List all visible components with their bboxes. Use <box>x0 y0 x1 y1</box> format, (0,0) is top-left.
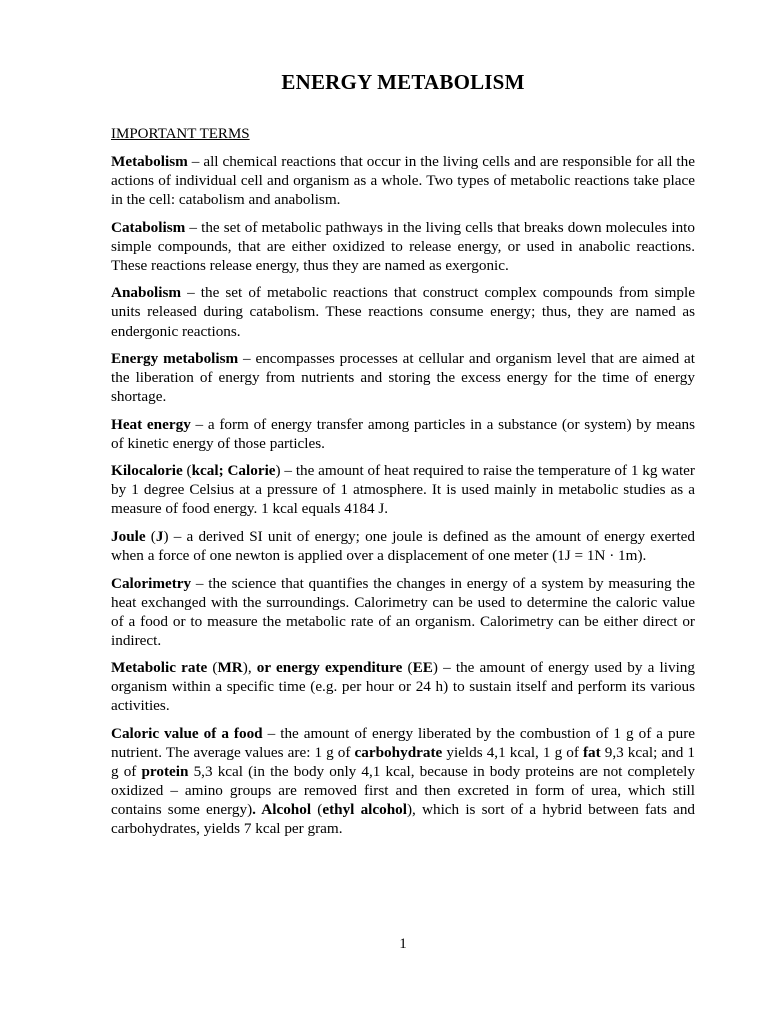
term-keyword: Kilocalorie <box>111 462 183 480</box>
terms-list <box>111 152 695 847</box>
term-keyword: kcal; Calorie <box>191 462 276 480</box>
term-keyword: Energy metabolism <box>111 350 239 368</box>
term-paragraph <box>111 574 695 650</box>
term-paragraph <box>111 152 695 209</box>
term-text: ), which is sort of a hybrid between fats and carbohydrates, yields 7 kcal per gram. <box>111 801 696 838</box>
term-paragraph <box>111 283 695 340</box>
term-keyword: carbohydrate <box>354 744 443 762</box>
term-keyword: Metabolism <box>111 153 188 170</box>
term-paragraph <box>111 658 695 715</box>
term-text: ) – the amount of heat required to raise the temperature of 1 kg water by 1 degree Celsius at a pressure of 1 atmosphere. It is used mainly in metabolic studies as a measure of food energy. 1 kcal equals 4184 J. <box>111 462 695 518</box>
term-keyword: Calorimetry <box>111 574 192 592</box>
term-keyword: or energy expenditure <box>256 659 403 677</box>
term-paragraph <box>111 349 695 406</box>
term-text: 5,3 kcal (in the body only 4,1 kcal, because in body proteins are not completely oxidized – amino groups are removed first and then excreted in form of urea, which still contains some energy) <box>111 763 695 819</box>
term-keyword: protein <box>141 763 189 781</box>
term-text: – the science that quantifies the changes in energy of a system by measuring the heat exchanged with the surroundings. Calorimetry can be used to determine the caloric value of a food or to measure the metabolic rate of an organism. Calorimetry can be either direct or indirect. <box>111 574 695 649</box>
term-keyword: Heat energy <box>111 415 191 433</box>
term-paragraph <box>111 724 695 839</box>
term-keyword: Caloric value of a food <box>111 724 263 742</box>
term-keyword: J <box>155 527 164 545</box>
term-keyword: Joule <box>111 527 146 545</box>
term-text: – encompasses processes at cellular and organism level that are aimed at the liberation of energy from nutrients and storing the excess energy for the time of energy shortage. <box>111 350 695 406</box>
term-text: – the set of metabolic pathways in the living cells that breaks down molecules into simple compounds, that are either oxidized to release energy, or used in anabolic reactions. These reactions release energy, thus they are named as exergonic. <box>111 218 695 274</box>
term-text: 9,3 kcal; and 1 g of <box>111 744 695 781</box>
section-heading: IMPORTANT TERMS <box>111 126 250 142</box>
term-text: – the amount of energy liberated by the combustion of 1 g of a pure nutrient. The average values are: 1 g of <box>111 724 696 762</box>
term-keyword: Metabolic rate <box>111 659 208 677</box>
term-keyword: ethyl alcohol <box>322 801 407 819</box>
term-keyword: . Alcohol <box>252 801 312 819</box>
term-text: ), <box>242 659 257 677</box>
term-text: ( <box>207 659 218 677</box>
term-text: – a form of energy transfer among particles in a substance (or system) by means of kinetic energy of those particles. <box>111 415 695 452</box>
term-text: ( <box>145 527 156 545</box>
term-paragraph <box>111 461 695 518</box>
term-text: ( <box>182 462 192 480</box>
term-keyword: MR <box>217 659 243 677</box>
term-text: ) – a derived SI unit of energy; one joule is defined as the amount of energy exerted when a force of one newton is applied over a displacement of one meter (1J = 1N · 1m). <box>111 527 695 565</box>
term-text: ( <box>311 801 323 819</box>
term-paragraph <box>111 218 695 275</box>
term-text: ( <box>402 659 413 677</box>
page-number: 1 <box>399 936 407 952</box>
term-text: – the set of metabolic reactions that construct complex compounds from simple units released during catabolism. These reactions consume energy; thus, they are named as endergonic reactions. <box>111 284 695 340</box>
term-text: – all chemical reactions that occur in the living cells and are responsible for all the actions of individual cell and organism as a whole. Two types of metabolic reactions take place in the cell: catabolism and anabolism. <box>111 153 695 209</box>
term-text: ) – the amount of energy used by a living organism within a specific time (e.g. per hour or 24 h) to sustain itself and perform its various activities. <box>111 659 695 715</box>
term-paragraph <box>111 527 695 565</box>
term-keyword: Anabolism <box>111 284 182 302</box>
term-keyword: EE <box>412 659 433 677</box>
term-paragraph <box>111 415 695 453</box>
page-title: ENERGY METABOLISM <box>281 70 525 94</box>
term-keyword: Catabolism <box>111 218 186 236</box>
term-text: yields 4,1 kcal, 1 g of <box>442 744 583 762</box>
term-keyword: fat <box>582 744 601 762</box>
